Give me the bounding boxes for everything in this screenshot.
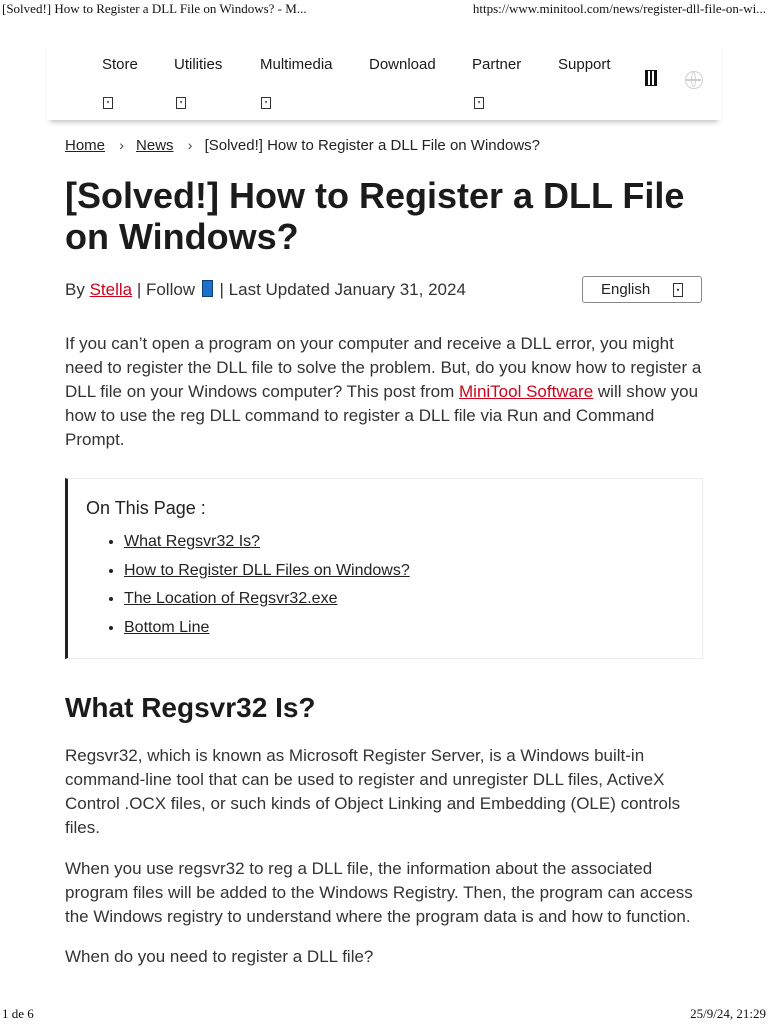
toc-link-how-to-register[interactable]: How to Register DLL Files on Windows?: [124, 561, 410, 579]
toc-item: [124, 557, 410, 586]
toc-link-bottom-line[interactable]: Bottom Line: [124, 618, 210, 636]
article-byline: [65, 280, 466, 300]
breadcrumb-news-link[interactable]: News: [136, 137, 174, 154]
chevron-down-icon: ▾: [673, 283, 683, 297]
print-page-url: https://www.minitool.com/news/register-dll-file-on-wi...: [472, 1, 766, 16]
intro-text-1: If you can’t open a program on your computer and receive a DLL error, you might need to register the DLL file to solve the problem. But, do you know how to register a DLL file on your Windows computer? This post from: [65, 334, 702, 401]
toc-title: On This Page :: [86, 498, 206, 518]
table-of-contents: [65, 478, 703, 659]
minitool-software-link[interactable]: MiniTool Software: [459, 382, 594, 401]
body-paragraph: Regsvr32, which is known as Microsoft Register Server, is a Windows built-in command-line tool that can be used to register and unregister DLL files, ActiveX Control .OCX files, or such kinds of Object Linking and Embedding (OLE) controls files.: [65, 746, 681, 837]
chevron-right-icon: ›: [119, 137, 124, 153]
nav-item-support[interactable]: Support: [558, 56, 611, 73]
breadcrumb-current: [Solved!] How to Register a DLL File on Windows?: [204, 137, 540, 154]
multimedia-dropdown-icon[interactable]: ▾: [261, 97, 271, 109]
nav-item-store[interactable]: Store: [102, 56, 138, 73]
article-title: [Solved!] How to Register a DLL File on Windows?: [65, 175, 685, 257]
print-datetime: 25/9/24, 21:29: [690, 1006, 766, 1021]
toc-item: [124, 614, 410, 643]
nav-item-utilities[interactable]: Utilities: [174, 56, 223, 73]
intro-text-2: will show you how to use the reg DLL command to register a DLL file via Run and Command Prompt.: [65, 382, 699, 449]
toc-link-location[interactable]: The Location of Regsvr32.exe: [124, 590, 338, 607]
print-header: [0, 0, 768, 18]
breadcrumb-home-link[interactable]: Home: [65, 137, 106, 154]
body-paragraph: When you use regsvr32 to reg a DLL file, the information about the associated program files will be added to the Windows Registry. Then, the program can access the Windows registry to understand where the program data is and how to function.: [65, 859, 693, 926]
store-dropdown-icon[interactable]: ▾: [103, 97, 113, 109]
print-page-title: [Solved!] How to Register a DLL File on Windows? - M...: [2, 1, 307, 16]
globe-icon[interactable]: [685, 71, 703, 89]
byline-follow: | Follow: [132, 280, 200, 299]
nav-item-download[interactable]: Download: [369, 56, 436, 73]
breadcrumb: [65, 137, 540, 154]
intro-paragraph: [65, 332, 705, 452]
nav-item-partner[interactable]: Partner: [472, 56, 522, 73]
toc-link-what-regsvr32[interactable]: What Regsvr32 Is?: [124, 533, 261, 550]
language-select[interactable]: [582, 276, 702, 303]
utilities-dropdown-icon[interactable]: ▾: [176, 97, 186, 109]
print-footer: [0, 1006, 768, 1024]
section-heading-regsvr32: What Regsvr32 Is?: [65, 692, 316, 723]
byline-prefix: By: [65, 280, 90, 299]
top-navigation: [47, 40, 721, 120]
partner-dropdown-icon[interactable]: ▾: [474, 97, 484, 109]
toc-item: [124, 528, 410, 557]
twitter-follow-icon[interactable]: [202, 280, 213, 297]
toc-list: [68, 528, 410, 642]
print-page-number: 1 de 6: [2, 1006, 34, 1021]
language-select-value: English: [601, 281, 651, 298]
chevron-right-icon: ›: [187, 137, 193, 153]
search-icon[interactable]: [645, 70, 657, 86]
body-paragraph: When do you need to register a DLL file?: [65, 947, 374, 966]
toc-item: [124, 585, 410, 614]
nav-item-multimedia[interactable]: Multimedia: [260, 56, 333, 73]
author-link[interactable]: Stella: [89, 280, 133, 299]
byline-updated: | Last Updated January 31, 2024: [214, 280, 466, 299]
